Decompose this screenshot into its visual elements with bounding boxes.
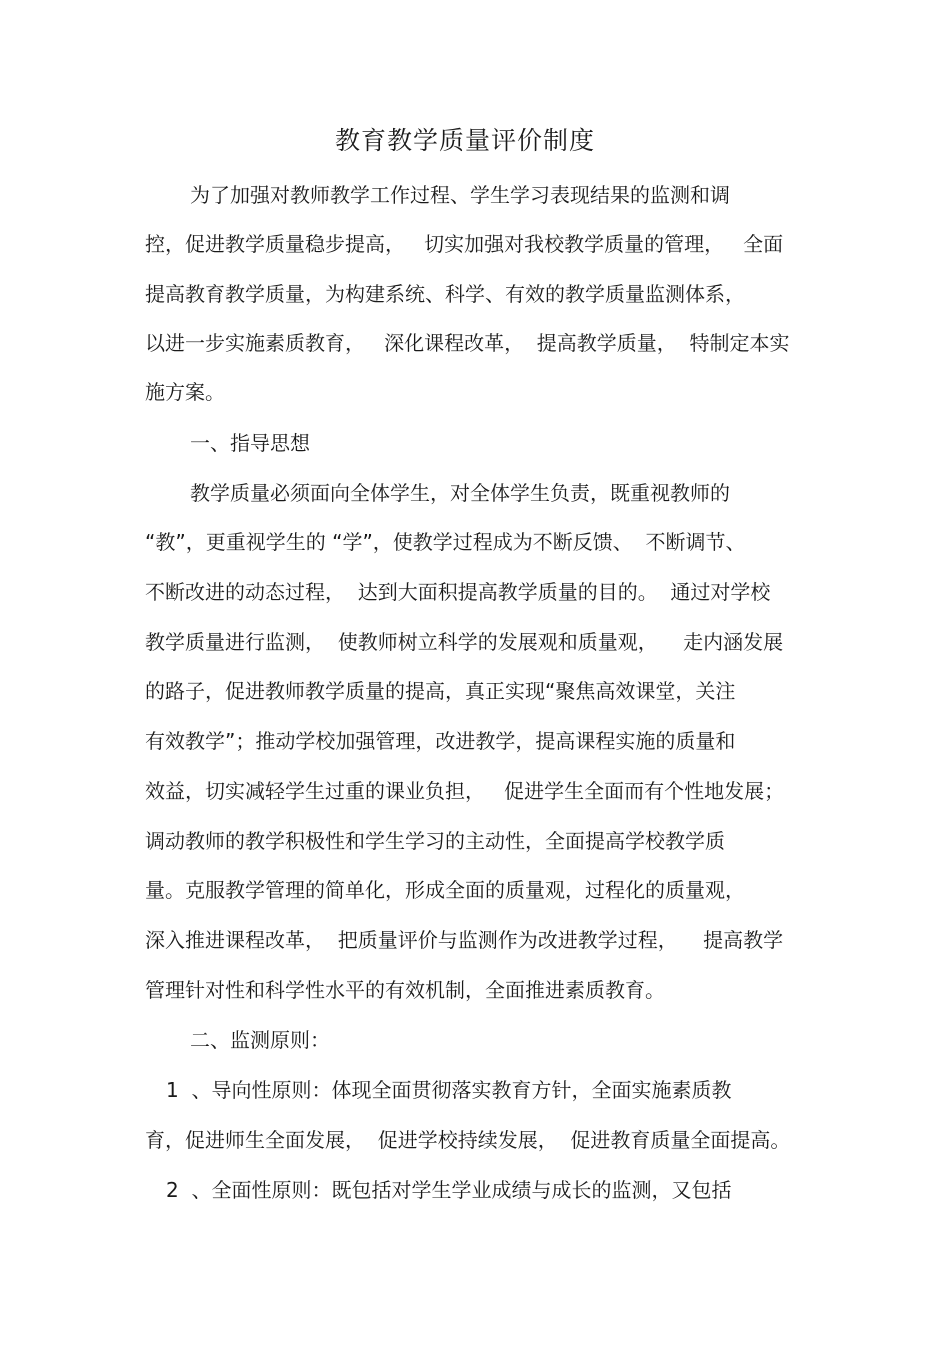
paragraph-line: 效益，切实减轻学生过重的课业负担， 促进学生全面而有个性地发展； bbox=[145, 779, 785, 803]
paragraph-line: 管理针对性和科学性水平的有效机制，全面推进素质教育。 bbox=[145, 978, 665, 1002]
list-item-line: 1 、导向性原则：体现全面贯彻落实教育方针，全面实施素质教 bbox=[166, 1078, 732, 1102]
paragraph-line: 深入推进课程改革， 把质量评价与监测作为改进教学过程， 提高教学 bbox=[145, 928, 784, 952]
paragraph-line: 育，促进师生全面发展， 促进学校持续发展， 促进教育质量全面提高。 bbox=[145, 1128, 791, 1152]
paragraph-line: 有效教学”；推动学校加强管理，改进教学，提高课程实施的质量和 bbox=[145, 729, 736, 753]
paragraph-line: “教”，更重视学生的 “学”，使教学过程成为不断反馈、 不断调节、 bbox=[145, 530, 746, 554]
paragraph-line: 施方案。 bbox=[145, 380, 225, 404]
paragraph-line: 不断改进的动态过程， 达到大面积提高教学质量的目的。 通过对学校 bbox=[145, 580, 771, 604]
paragraph-line: 为了加强对教师教学工作过程、学生学习表现结果的监测和调 bbox=[190, 183, 730, 207]
paragraph-line: 教学质量进行监测， 使教师树立科学的发展观和质量观， 走内涵发展 bbox=[145, 630, 784, 654]
paragraph-line: 调动教师的教学积极性和学生学习的主动性，全面提高学校教学质 bbox=[145, 829, 725, 853]
paragraph-line: 的路子，促进教师教学质量的提高，真正实现“聚焦高效课堂，关注 bbox=[145, 679, 736, 703]
paragraph-line: 以进一步实施素质教育， 深化课程改革， 提高教学质量， 特制定本实 bbox=[145, 331, 790, 355]
section-heading: 一、指导思想 bbox=[190, 431, 310, 455]
paragraph-line: 控，促进教学质量稳步提高， 切实加强对我校教学质量的管理， 全面 bbox=[145, 232, 784, 256]
paragraph-line: 教学质量必须面向全体学生，对全体学生负责，既重视教师的 bbox=[190, 481, 730, 505]
paragraph-line: 提高教育教学质量，为构建系统、科学、有效的教学质量监测体系， bbox=[145, 282, 745, 306]
list-item-line: 2 、全面性原则：既包括对学生学业成绩与成长的监测，又包括 bbox=[166, 1178, 732, 1202]
paragraph-line: 量。克服教学管理的简单化，形成全面的质量观，过程化的质量观， bbox=[145, 878, 745, 902]
document-title: 教育教学质量评价制度 bbox=[334, 126, 595, 155]
section-heading: 二、监测原则： bbox=[190, 1028, 330, 1052]
